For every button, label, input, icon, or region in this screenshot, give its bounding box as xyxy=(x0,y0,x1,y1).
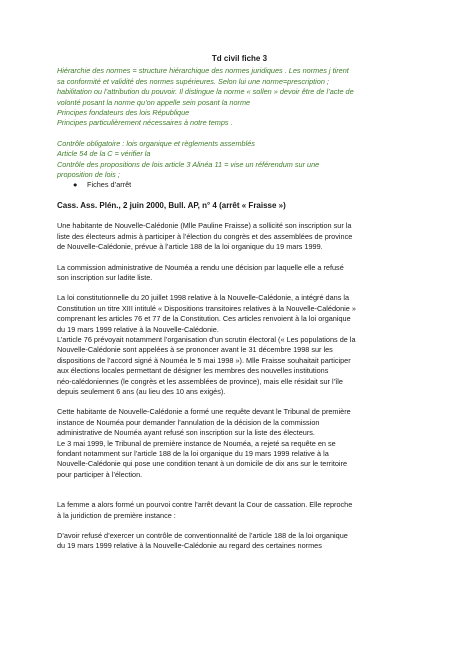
text-line: liste des électeurs admis à participer à l’élection du congrès et des assemblées de province xyxy=(57,231,353,241)
text-line: Principes fondateurs des lois République xyxy=(57,108,190,118)
text-line: du 19 mars 1999 relative à la Nouvelle-Calédonie au regard des certaines normes xyxy=(57,541,322,551)
text-line: Hiérarchie des normes = structure hiérarchique des normes juridiques . Les normes j tirent xyxy=(57,66,349,76)
text-line: La femme a alors formé un pourvoi contre l’arrêt devant la Cour de cassation. Elle reproche xyxy=(57,500,353,510)
paragraph xyxy=(57,531,422,552)
text-line: L’article 76 prévoyait notamment l’organisation d’un scrutin électoral (« Les populations de la xyxy=(57,334,356,344)
notes-block-hierarchy xyxy=(57,66,422,128)
case-heading: Cass. Ass. Plén., 2 juin 2000, Bull. AP, n° 4 (arrêt « Fraisse ») xyxy=(57,200,286,210)
text-line: néo-calédoniennes (le congrès et les assemblées de province), mais elle résidait sur l’île xyxy=(57,376,343,386)
text-line: La loi constitutionnelle du 20 juillet 1998 relative à la Nouvelle-Calédonie, a intégré dans la xyxy=(57,293,350,303)
text-line: instance de Nouméa pour demander l’annulation de la décision de la commission xyxy=(57,417,320,427)
paragraph xyxy=(57,221,422,252)
text-line: habilitation ou l’attribution du pouvoir. Il distingue la norme « sollen » devoir être de l’acte de xyxy=(57,87,354,97)
text-line: Contrôle obligatoire : lois organique et règlements assemblés xyxy=(57,138,255,148)
text-line: depuis seulement 6 ans (au lieu des 10 ans exigés). xyxy=(57,386,226,396)
text-line: D’avoir refusé d’exercer un contrôle de conventionnalité de l’article 188 de la loi organique xyxy=(57,531,348,541)
paragraph xyxy=(57,293,422,397)
bullet-label: Fiches d’arrêt xyxy=(87,180,132,190)
bullet-dot-icon: ● xyxy=(73,180,78,190)
text-line: à la juridiction de première instance : xyxy=(57,510,176,520)
text-line: son inscription sur ladite liste. xyxy=(57,272,153,282)
text-line: Contrôle des propositions de lois article 3 Alinéa 11 = vise un référendum sur une xyxy=(57,159,320,169)
text-line: aux élections locales permettant de désigner les membres des nouvelles institutions xyxy=(57,366,329,376)
text-line: La commission administrative de Nouméa a rendu une décision par laquelle elle a refusé xyxy=(57,262,344,272)
text-line: administrative de Nouméa ayant refusé son inscription sur la liste des électeurs. xyxy=(57,428,315,438)
text-line: Principes particulièrement nécessaires à notre temps . xyxy=(57,118,233,128)
text-line: Le 3 mai 1999, le Tribunal de première instance de Nouméa, a rejeté sa requête en se xyxy=(57,438,336,448)
text-line: Nouvelle-Calédonie qui pose une condition tenant à un domicile de dix ans sur le territoire xyxy=(57,459,348,469)
document-title: Td civil fiche 3 xyxy=(211,54,268,63)
notes-block-control xyxy=(57,139,422,181)
spacer xyxy=(57,129,422,139)
paragraph xyxy=(57,263,422,284)
text-line: Cette habitante de Nouvelle-Calédonie a formé une requête devant le Tribunal de première xyxy=(57,407,351,417)
paragraph xyxy=(57,407,422,480)
paragraph xyxy=(57,500,422,521)
text-line: Article 54 de la C = vérifier la xyxy=(57,149,151,159)
text-line: volonté posant la norme qu’on appelle sein posant la norme xyxy=(57,97,251,107)
text-line: du 19 mars 1999 relative à la Nouvelle-Calédonie. xyxy=(57,324,219,334)
text-line: proposition de lois ; xyxy=(57,170,120,180)
text-line: sa conformité et validité des normes supérieures. Selon lui une norme=prescription ; xyxy=(57,76,329,86)
text-line: dispositions de l’accord signé à Nouméa le 5 mai 1998 »). Mlle Fraisse souhaitait participer xyxy=(57,355,351,365)
text-line: comprenant les articles 76 et 77 de la Constitution. Ces articles renvoient à la loi organique xyxy=(57,314,351,324)
bullet-item xyxy=(57,180,422,190)
text-line: Constitution un titre XIII intitulé « Dispositions transitoires relatives à la Nouvelle-Calédonie » xyxy=(57,303,356,313)
text-line: pour participer à l’élection. xyxy=(57,469,143,479)
spacer xyxy=(57,490,422,500)
case-body xyxy=(57,221,422,552)
text-line: de Nouvelle-Calédonie, prévue à l’article 188 de la loi organique du 19 mars 1999. xyxy=(57,242,323,252)
text-line: Nouvelle-Calédonie sont appelées à se prononcer avant le 31 décembre 1998 sur les xyxy=(57,345,333,355)
text-line: Une habitante de Nouvelle-Calédonie (Mlle Pauline Fraisse) a sollicité son inscription sur la xyxy=(57,221,352,231)
text-line: fondant notamment sur l’article 188 de la loi organique du 19 mars 1999 relative à la xyxy=(57,449,329,458)
